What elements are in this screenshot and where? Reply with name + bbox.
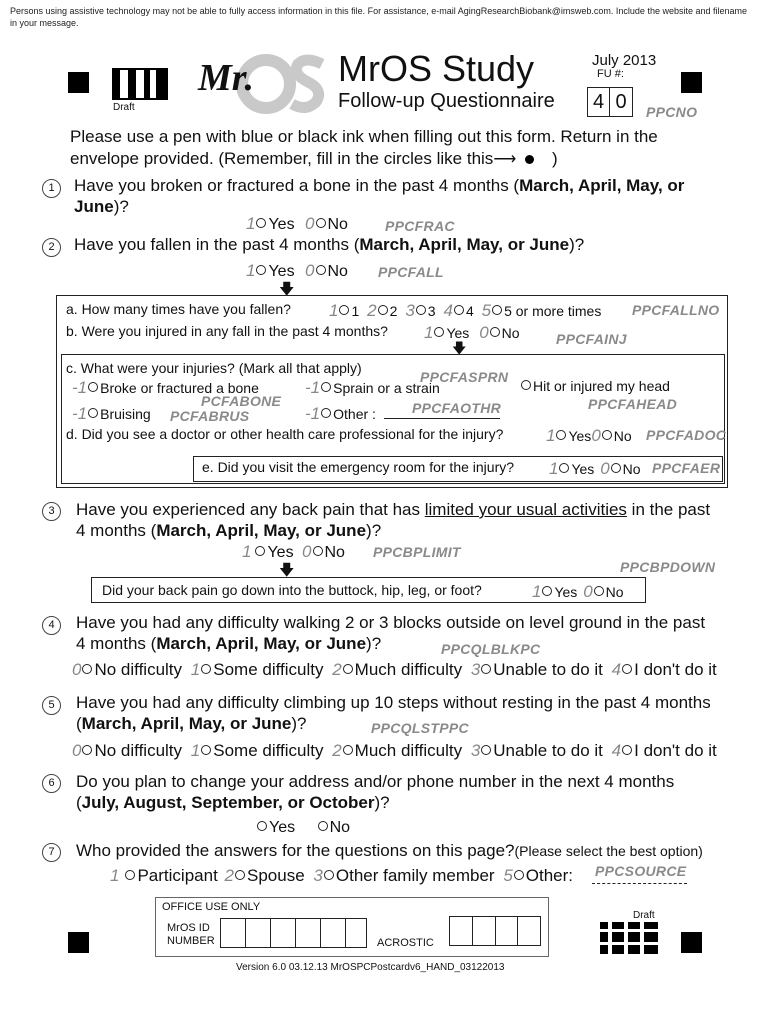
q2c-bruise-checkbox[interactable] <box>88 408 98 418</box>
q2d-no-num: 0 <box>591 426 601 445</box>
q1-text-a: Have you broken or fractured a bone in the past 4 months ( <box>74 176 520 195</box>
q4-radio-2[interactable] <box>343 664 353 674</box>
question-2-text <box>74 234 584 255</box>
q2c-code-sprn: PPCFASPRN <box>420 369 509 385</box>
q6-yes-radio[interactable] <box>257 821 267 831</box>
q4-radio-0[interactable] <box>82 664 92 674</box>
q4-opt-label: No difficulty <box>94 660 183 679</box>
question-4-line-2 <box>76 633 705 654</box>
q4-answers <box>72 660 717 680</box>
page-subtitle: Follow-up Questionnaire <box>338 90 555 112</box>
q2c-code-bone: PCFABONE <box>201 393 282 409</box>
instructions <box>70 126 658 171</box>
q2b-yes-radio[interactable] <box>434 327 444 337</box>
q2c-other-label: Other : <box>333 406 376 422</box>
q5-opt-label: Much difficulty <box>354 741 463 760</box>
q3-sub-text: Did your back pain go down into the buttock, hip, leg, or foot? <box>102 582 482 598</box>
q3-sub-no-label: No <box>605 584 624 600</box>
fu-number-box <box>587 87 633 117</box>
q2c-opt-sprain <box>305 378 440 398</box>
q5-opt-label: Unable to do it <box>493 741 603 760</box>
q5-radio-1[interactable] <box>201 745 211 755</box>
mros-id-input[interactable] <box>220 918 367 948</box>
q2a-code: PPCFALLNO <box>632 302 720 318</box>
q6-no-label: No <box>329 819 351 836</box>
q4-radio-4[interactable] <box>622 664 632 674</box>
q1-answers <box>246 214 348 234</box>
down-arrow-icon: 🡇 <box>279 562 295 579</box>
q5-line2-end: )? <box>291 714 307 733</box>
q4-radio-3[interactable] <box>481 664 491 674</box>
q7-note: (Please select the best option) <box>514 843 703 859</box>
mros-logo <box>196 50 328 114</box>
q2b-no-label: No <box>501 325 520 341</box>
q5-months: March, April, May, or June <box>81 714 292 733</box>
q1-no-radio[interactable] <box>316 218 326 228</box>
q7-opt-num: 2 <box>224 866 234 885</box>
q3-underline: limited your usual activities <box>424 500 627 519</box>
instructions-line-1: Please use a pen with blue or black ink when filling out this form. Return in the <box>70 127 658 146</box>
q2-answers <box>246 261 348 281</box>
q6-line2-a: ( <box>76 793 82 812</box>
down-arrow-icon: 🡇 <box>279 281 295 298</box>
q2a-opt-num: 4 <box>443 301 453 320</box>
q2c-head-label: Hit or injured my head <box>533 378 670 394</box>
q5-line2-a: ( <box>76 714 82 733</box>
q2c-code-oth: PPCFAOTHR <box>412 400 502 416</box>
q2b-no-num: 0 <box>479 323 489 342</box>
q3-months: March, April, May, or June <box>156 521 367 540</box>
q2d-yes-num: 1 <box>546 426 556 445</box>
q2b-code: PPCFAINJ <box>556 331 627 347</box>
q2b-yes-label: Yes <box>446 325 470 341</box>
q5-answers <box>72 741 717 761</box>
q5-opt-num: 1 <box>190 741 201 760</box>
q1-line2-end: )? <box>113 197 129 216</box>
q2c-code-brus: PCFABRUS <box>170 408 250 424</box>
question-7-text <box>76 840 703 862</box>
q2c-text: c. What were your injuries? (Mark all that apply) <box>66 360 362 376</box>
fu-digit: 0 <box>615 91 627 113</box>
q6-no-radio[interactable] <box>318 821 328 831</box>
registration-mark-bottom-left <box>68 932 89 953</box>
q2c-broke-checkbox[interactable] <box>88 382 98 392</box>
q5-opt-label: No difficulty <box>94 741 183 760</box>
q7-opt-num: 5 <box>503 866 513 885</box>
q2d-yes-radio[interactable] <box>556 430 566 440</box>
q5-opt-num: 4 <box>611 741 622 760</box>
draft-label: Draft <box>113 102 135 113</box>
q5-opt-num: 2 <box>332 741 342 760</box>
q4-line2-end: )? <box>366 634 382 653</box>
question-6-line-2 <box>76 792 674 813</box>
q7-opt-label: Other: <box>525 866 574 885</box>
q3-sub-yes-num: 1 <box>532 582 542 601</box>
q2a-radio-1[interactable] <box>339 305 349 315</box>
q2-no-label: No <box>327 263 348 280</box>
question-number-4: 4 <box>42 616 61 635</box>
question-1-line-2 <box>74 196 684 217</box>
q2a-opt-num: 3 <box>405 301 415 320</box>
q1-june: June <box>74 197 114 216</box>
q2a-options <box>329 301 601 321</box>
q2c-opt-bruise <box>72 404 151 424</box>
q2a-opt-label: 4 <box>465 303 474 319</box>
q4-opt-label: I don't do it <box>634 660 717 679</box>
q3-yes-radio[interactable] <box>255 546 265 556</box>
q3-yes-label: Yes <box>267 544 294 561</box>
q3-text-b: in the past <box>626 500 711 519</box>
q5-opt-num: 3 <box>470 741 481 760</box>
draft-barcode-icon <box>112 68 168 100</box>
question-number-7: 7 <box>42 843 61 862</box>
q2a-opt-label: 3 <box>427 303 436 319</box>
acrostic-cell[interactable] <box>496 917 519 945</box>
q2c-broke-num: -1 <box>72 378 88 397</box>
question-number-6: 6 <box>42 774 61 793</box>
q2d-yes-label: Yes <box>568 428 592 444</box>
q3-sub-yes-radio[interactable] <box>542 586 552 596</box>
arrow-right-icon: ⟶ <box>493 151 517 168</box>
q2a-radio-2[interactable] <box>378 305 388 315</box>
fu-digit: 4 <box>588 88 610 116</box>
instructions-close-paren: ) <box>551 149 558 168</box>
q7-radio-spouse[interactable] <box>235 870 245 880</box>
filled-circle-icon <box>525 155 534 164</box>
q4-opt-num: 3 <box>470 660 481 679</box>
q2-text-a: Have you fallen in the past 4 months ( <box>74 235 360 254</box>
question-6-text <box>76 771 674 813</box>
id-cell[interactable] <box>246 919 271 947</box>
mros-logo-graphic <box>196 50 328 114</box>
id-cell[interactable] <box>221 919 246 947</box>
q7-opt-num: 3 <box>313 866 323 885</box>
q2b-no-radio[interactable] <box>490 327 500 337</box>
q4-opt-num: 2 <box>332 660 342 679</box>
q3-sub-yes-label: Yes <box>554 584 578 600</box>
q2a-radio-4[interactable] <box>454 305 464 315</box>
q3-line2-a: 4 months ( <box>76 521 157 540</box>
q6-line2-end: )? <box>374 793 390 812</box>
q2d-text: d. Did you see a doctor or other health care professional for the injury? <box>66 426 504 442</box>
q3-code: PPCBPLIMIT <box>373 544 461 560</box>
q2a-text: a. How many times have you fallen? <box>66 301 291 317</box>
q4-months: March, April, May, or June <box>156 634 367 653</box>
q1-no-label: No <box>327 216 348 233</box>
q2a-radio-5[interactable] <box>492 305 502 315</box>
q2c-opt-head <box>520 378 670 394</box>
q2-no-num: 0 <box>305 261 315 280</box>
q2c-head-checkbox[interactable] <box>521 380 531 390</box>
q7-radio-other[interactable] <box>514 870 524 880</box>
q5-opt-label: I don't do it <box>634 741 717 760</box>
office-use-title: OFFICE USE ONLY <box>162 901 261 913</box>
registration-mark-top-right <box>681 72 702 93</box>
q2-months: March, April, May, or June <box>359 235 570 254</box>
q2e-yes-num: 1 <box>549 459 559 478</box>
q2c-other-checkbox[interactable] <box>321 408 331 418</box>
q5-radio-0[interactable] <box>82 745 92 755</box>
registration-mark-top-left <box>68 72 89 93</box>
q7-answers <box>110 866 573 886</box>
q2d-code: PPCFADOC <box>646 427 727 443</box>
q7-opt-label: Participant <box>137 866 218 885</box>
form-date: July 2013 <box>592 52 657 69</box>
q4-code: PPCQLBLKPC <box>441 641 541 657</box>
q4-opt-label: Unable to do it <box>493 660 603 679</box>
q1-yes-radio[interactable] <box>256 218 266 228</box>
question-number-2: 2 <box>42 238 61 257</box>
q3-code-2: PPCBPDOWN <box>620 559 716 575</box>
q5-radio-3[interactable] <box>481 745 491 755</box>
question-1-line-1 <box>74 175 684 196</box>
q2d-no-label: No <box>613 428 632 444</box>
id-cell[interactable] <box>296 919 321 947</box>
q2-text-end: )? <box>569 235 585 254</box>
q6-yes-label: Yes <box>269 819 296 836</box>
q2a-opt-num: 5 <box>481 301 492 320</box>
question-number-1: 1 <box>42 179 61 198</box>
accessibility-notice: Persons using assistive technology may not be able to fully access information in this file. For assistance, e-mail AgingResearchBiobank@imsweb.com. Include the website and filename in your message. <box>10 6 748 28</box>
mros-id-label <box>167 922 215 948</box>
q2e-no-num: 0 <box>600 459 610 478</box>
q3-line2-end: )? <box>366 521 382 540</box>
version-footer: Version 6.0 03.12.13 MrOSPCPostcardv6_HAND_03122013 <box>236 962 505 973</box>
q3-no-label: No <box>324 544 345 561</box>
bottom-draft-label: Draft <box>633 910 655 921</box>
q2a-opt-num: 2 <box>367 301 377 320</box>
instructions-line-2-text: envelope provided. (Remember, fill in the circles like this <box>70 149 494 168</box>
q7-opt-num: 1 <box>110 866 120 885</box>
q7-radio-family[interactable] <box>324 870 334 880</box>
q3-text-a: Have you experienced any back pain that has <box>76 500 425 519</box>
q2b-text: b. Were you injured in any fall in the past 4 months? <box>66 323 388 339</box>
q2d-no-radio[interactable] <box>602 430 612 440</box>
q7-text: Who provided the answers for the questions on this page? <box>76 841 515 860</box>
q2c-other-input[interactable] <box>384 418 500 419</box>
q2c-code-head: PPCFAHEAD <box>588 396 678 412</box>
q2e-code: PPCFAER <box>652 460 721 476</box>
q7-opt-label: Other family member <box>335 866 495 885</box>
acrostic-cell[interactable] <box>473 917 496 945</box>
page-title: MrOS Study <box>338 48 535 89</box>
q3-yes-num: 1 <box>242 542 252 561</box>
q2b-answers <box>424 323 520 343</box>
draft-barcode-icon <box>600 922 658 954</box>
fu-code: PPCNO <box>646 104 698 120</box>
svg-text:Mr.: Mr. <box>198 57 254 99</box>
q4-opt-num: 4 <box>611 660 622 679</box>
q1-code: PPCFRAC <box>385 218 455 234</box>
q4-opt-label: Much difficulty <box>354 660 463 679</box>
q2d-answers <box>546 426 632 446</box>
q5-opt-num: 0 <box>72 741 82 760</box>
q2c-bruise-num: -1 <box>72 404 88 423</box>
q4-line2-a: 4 months ( <box>76 634 157 653</box>
registration-mark-bottom-right <box>681 932 702 953</box>
q3-no-num: 0 <box>302 542 312 561</box>
q2a-opt-label: 5 or more times <box>504 303 602 319</box>
q4-opt-num: 0 <box>72 660 82 679</box>
q2-code: PPCFALL <box>378 264 444 280</box>
question-1-text <box>74 175 684 217</box>
q2c-opt-other <box>305 404 376 424</box>
fu-label: FU #: <box>597 68 624 80</box>
question-6-line-1: Do you plan to change your address and/or phone number in the next 4 months <box>76 772 675 791</box>
question-3-text <box>76 499 710 541</box>
q2c-bruise-label: Bruising <box>100 406 151 422</box>
q2a-opt-num: 1 <box>329 301 339 320</box>
question-4-line-1: Have you had any difficulty walking 2 or 3 blocks outside on level ground in the past <box>76 613 706 632</box>
q2-yes-radio[interactable] <box>256 265 266 275</box>
q7-code: PPCSOURCE <box>595 863 687 879</box>
q1-yes-label: Yes <box>268 216 295 233</box>
q1-no-num: 0 <box>305 214 315 233</box>
id-cell[interactable] <box>271 919 296 947</box>
q2c-sprain-checkbox[interactable] <box>321 382 331 392</box>
q7-opt-label: Spouse <box>247 866 305 885</box>
q2-yes-label: Yes <box>268 263 295 280</box>
q2e-answers <box>549 459 641 479</box>
q5-opt-label: Some difficulty <box>213 741 324 760</box>
acrostic-label: ACROSTIC <box>377 937 434 949</box>
q3-no-radio[interactable] <box>313 546 323 556</box>
acrostic-cell[interactable] <box>450 917 473 945</box>
q1-months: March, April, May, or <box>519 176 685 195</box>
question-3-line-2 <box>76 520 710 541</box>
q2a-opt-label: 2 <box>389 303 398 319</box>
q2c-sprain-num: -1 <box>305 378 321 397</box>
question-3-line-1 <box>76 499 710 520</box>
q2-yes-num: 1 <box>246 261 256 280</box>
q2c-sprain-label: Sprain or a strain <box>333 380 440 396</box>
question-number-5: 5 <box>42 696 61 715</box>
q2e-yes-label: Yes <box>571 461 595 477</box>
mros-id-label-1: MrOS ID <box>167 922 210 934</box>
q5-radio-4[interactable] <box>622 745 632 755</box>
q2e-text: e. Did you visit the emergency room for the injury? <box>202 459 515 475</box>
id-cell[interactable] <box>321 919 346 947</box>
q2b-yes-num: 1 <box>424 323 434 342</box>
mros-id-label-2: NUMBER <box>167 935 215 947</box>
q4-opt-num: 1 <box>190 660 201 679</box>
q2e-no-label: No <box>622 461 641 477</box>
q7-other-input[interactable] <box>592 883 687 884</box>
acrostic-cell[interactable] <box>518 917 540 945</box>
id-cell[interactable] <box>346 919 366 947</box>
acrostic-input[interactable] <box>449 916 541 946</box>
q3-sub-no-radio[interactable] <box>594 586 604 596</box>
question-number-3: 3 <box>42 502 61 521</box>
q5-code: PPCQLSTPPC <box>371 720 469 736</box>
q2e-no-radio[interactable] <box>611 463 621 473</box>
q7-radio-participant[interactable] <box>125 870 135 880</box>
instructions-line-2 <box>70 148 658 171</box>
q4-opt-label: Some difficulty <box>213 660 324 679</box>
q6-answers <box>256 819 350 837</box>
question-4-text <box>76 612 705 654</box>
question-5-line-1: Have you had any difficulty climbing up 10 steps without resting in the past 4 months <box>76 693 711 712</box>
q2c-other-num: -1 <box>305 404 321 423</box>
q3-answers <box>242 542 345 562</box>
q6-months: July, August, September, or October <box>81 793 375 812</box>
q3-sub-answers <box>532 582 624 602</box>
down-arrow-icon: 🡇 <box>452 340 467 356</box>
q1-yes-num: 1 <box>246 214 256 233</box>
q2c-broke-label: Broke or fractured a bone <box>100 380 259 396</box>
q3-sub-no-num: 0 <box>583 582 593 601</box>
q2e-yes-radio[interactable] <box>559 463 569 473</box>
q2-no-radio[interactable] <box>316 265 326 275</box>
q2a-opt-label: 1 <box>351 303 360 319</box>
q5-radio-2[interactable] <box>343 745 353 755</box>
q4-radio-1[interactable] <box>201 664 211 674</box>
q2a-radio-3[interactable] <box>416 305 426 315</box>
